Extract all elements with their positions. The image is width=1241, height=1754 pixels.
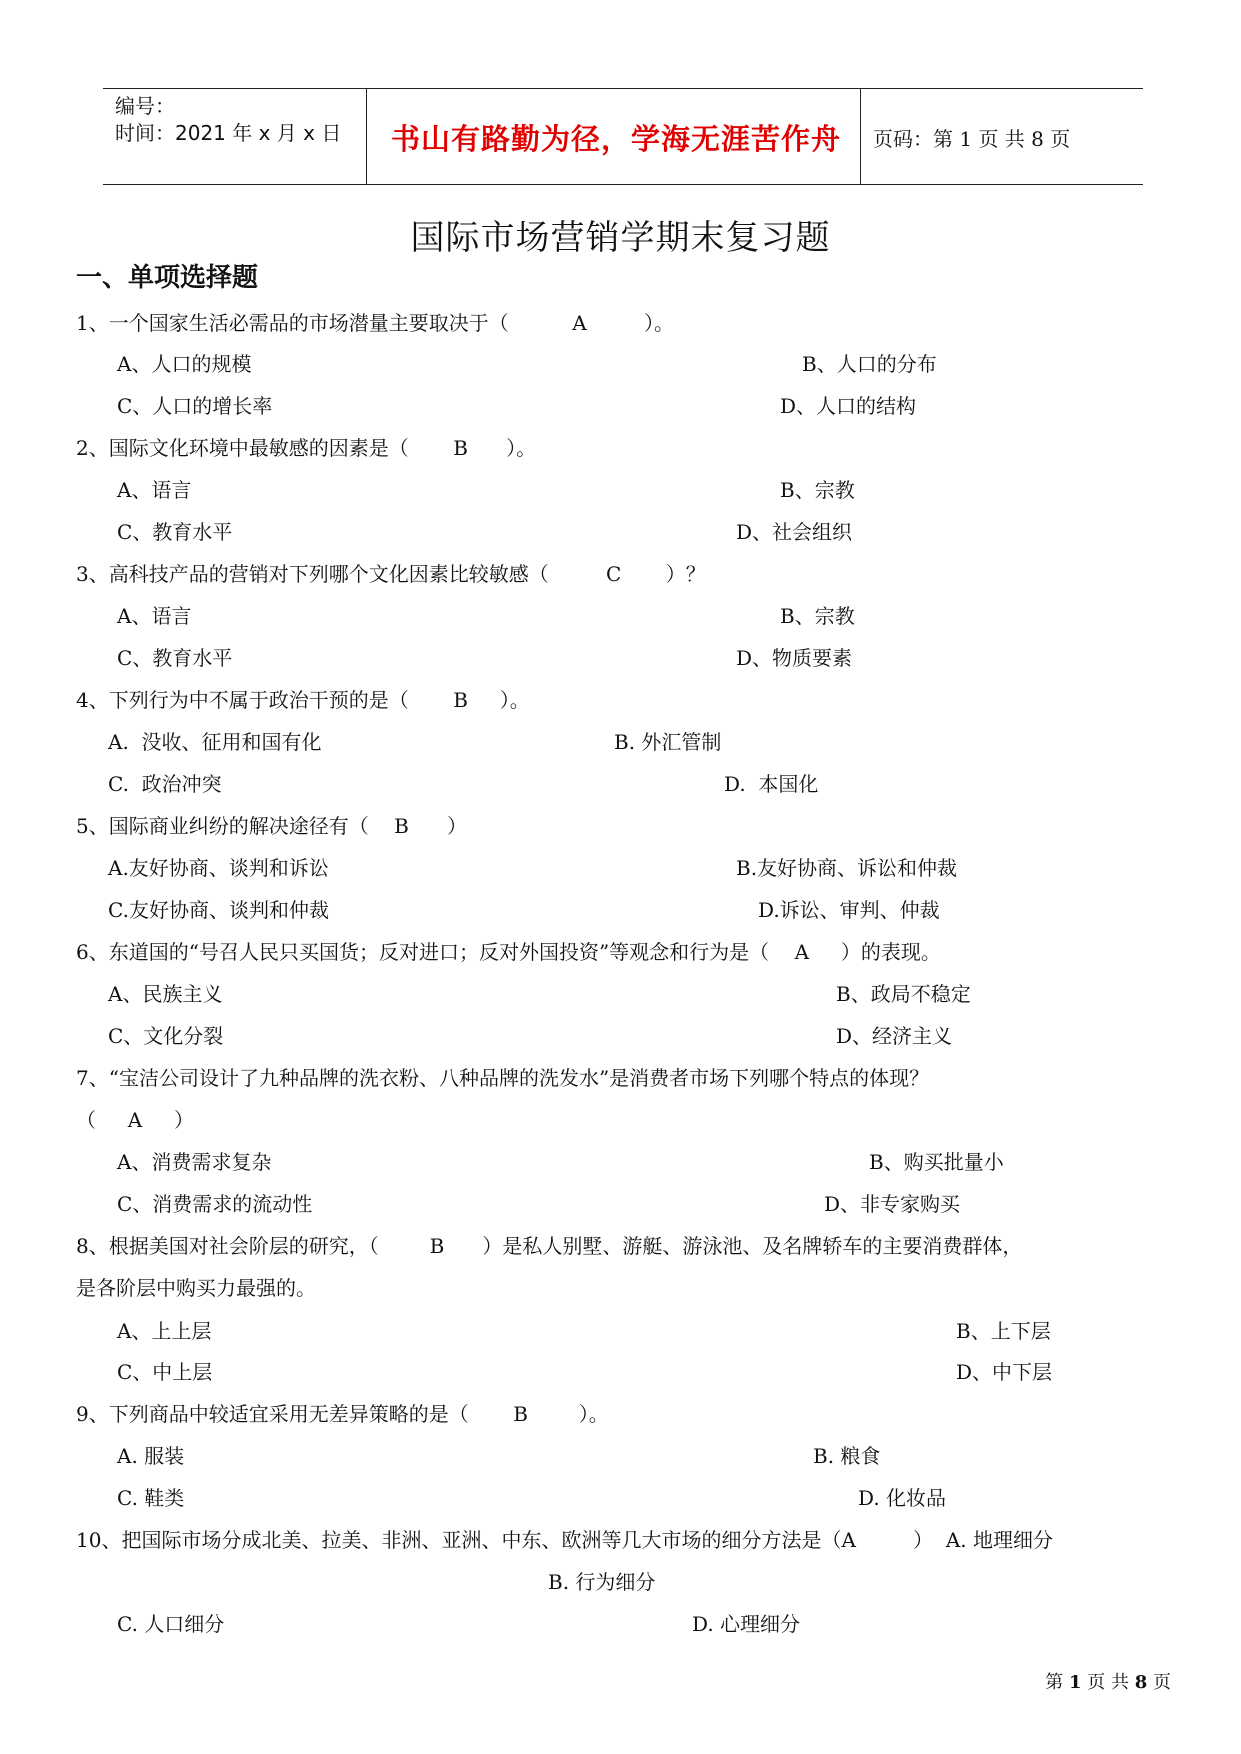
option: B. 行为细分 [548, 1570, 656, 1594]
question-stem: 6、东道国的“号召人民只买国货；反对进口；反对外国投资”等观念和行为是（ A ）的表现。 [76, 940, 941, 964]
question-stem: 5、国际商业纠纷的解决途径有（ B ） [76, 814, 467, 838]
footer-total-pages: 8 [1134, 1672, 1148, 1693]
question-stem: 1、一个国家生活必需品的市场潜量主要取决于（ A ）。 [76, 311, 674, 335]
option: C、教育水平 [117, 520, 233, 544]
question-stem: 2、国际文化环境中最敏感的因素是（ B ）。 [76, 436, 537, 460]
option: D. 本国化 [724, 772, 819, 796]
option: A、语言 [117, 604, 192, 628]
option: A.友好协商、谈判和诉讼 [108, 856, 329, 880]
option: D、经济主义 [836, 1024, 953, 1048]
option: C、消费需求的流动性 [117, 1192, 313, 1216]
header-meta [115, 93, 341, 147]
option: C. 政治冲突 [108, 772, 222, 796]
option: C、文化分裂 [108, 1024, 224, 1048]
option: D、人口的结构 [780, 394, 917, 418]
footer-suffix: 页 [1147, 1672, 1171, 1693]
option: A、消费需求复杂 [117, 1150, 272, 1174]
option: D. 化妆品 [858, 1486, 947, 1510]
option: B、人口的分布 [802, 352, 937, 376]
option: C.友好协商、谈判和仲裁 [108, 898, 329, 922]
question-stem: 4、下列行为中不属于政治干预的是（ B ）。 [76, 688, 530, 712]
time-label: 时间：2021 年 x 月 x 日 [115, 121, 342, 145]
option: B、宗教 [780, 478, 855, 502]
option: D.诉讼、审判、仲裁 [758, 898, 940, 922]
question-stem: 3、高科技产品的营销对下列哪个文化因素比较敏感（ C ）？ [76, 562, 706, 586]
option: A. 服装 [117, 1444, 185, 1468]
option: B. 粮食 [813, 1444, 881, 1468]
option: B.友好协商、诉讼和仲裁 [736, 856, 958, 880]
question-stem: 10、把国际市场分成北美、拉美、非洲、亚洲、中东、欧洲等几大市场的细分方法是（A ） A. 地理细分 [76, 1528, 1053, 1552]
section-title: 一、单项选择题 [76, 263, 259, 293]
header-divider [366, 89, 367, 184]
footer-mid: 页 共 [1081, 1672, 1135, 1693]
number-label: 编号： [115, 94, 175, 118]
page-footer [1045, 1668, 1171, 1694]
option: A、上上层 [117, 1319, 212, 1343]
option: B. 外汇管制 [614, 730, 722, 754]
option: C. 鞋类 [117, 1486, 185, 1510]
option: A、人口的规模 [117, 352, 252, 376]
option: C. 人口细分 [117, 1612, 225, 1636]
option: D、中下层 [956, 1360, 1053, 1384]
option: C、中上层 [117, 1360, 213, 1384]
option: B、政局不稳定 [836, 982, 971, 1006]
header-table [103, 88, 1143, 185]
question-stem-continued: （ A ） [76, 1108, 195, 1132]
question-stem-continued: 是各阶层中购买力最强的。 [76, 1276, 316, 1300]
question-stem: 9、下列商品中较适宜采用无差异策略的是（ B ）。 [76, 1402, 609, 1426]
option: C、人口的增长率 [117, 394, 273, 418]
question-stem: 8、根据美国对社会阶层的研究，（ B ）是私人别墅、游艇、游泳池、及名牌轿车的主要消费群体， [76, 1234, 1023, 1258]
footer-prefix: 第 [1045, 1672, 1070, 1693]
page-info: 页码：第 1 页 共 8 页 [873, 127, 1071, 151]
option: A、民族主义 [108, 982, 223, 1006]
option: B、购买批量小 [869, 1150, 1004, 1174]
option: C、教育水平 [117, 646, 233, 670]
question-stem: 7、“宝洁公司设计了九种品牌的洗衣粉、八种品牌的洗发水”是消费者市场下列哪个特点的体现？ [76, 1066, 930, 1090]
option: D、非专家购买 [824, 1192, 961, 1216]
option: A、语言 [117, 478, 192, 502]
footer-page-number: 1 [1069, 1672, 1082, 1693]
option: D、物质要素 [736, 646, 853, 670]
option: D. 心理细分 [692, 1612, 801, 1636]
document-title: 国际市场营销学期末复习题 [410, 218, 831, 258]
option: D、社会组织 [736, 520, 853, 544]
option: B、宗教 [780, 604, 855, 628]
option: B、上下层 [956, 1319, 1051, 1343]
option: A. 没收、征用和国有化 [108, 730, 322, 754]
motto: 书山有路勤为径，学海无涯苦作舟 [390, 122, 841, 156]
